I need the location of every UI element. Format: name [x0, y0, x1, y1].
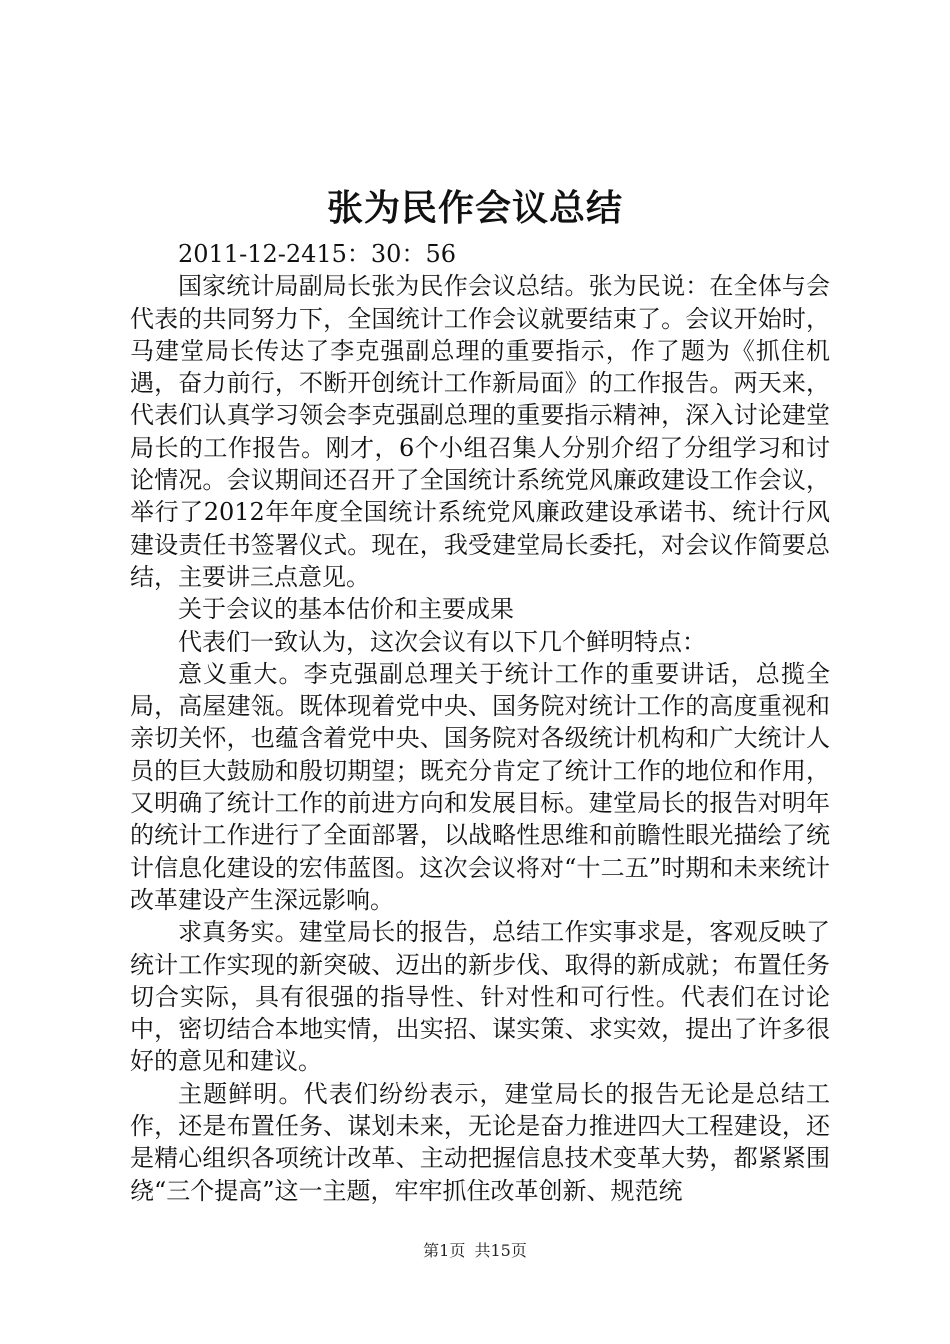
page-total: 共15页	[474, 1241, 527, 1260]
section-heading: 关于会议的基本估价和主要成果	[178, 595, 514, 624]
document-title: 张为民作会议总结	[326, 187, 623, 229]
paragraph-intro: 国家统计局副局长张为民作会议总结。张为民说：在全体与会代表的共同努力下，全国统计工作会议就要结束了。会议开始时，马建堂局长传达了李克强副总理的重要指示，作了题为《抓住机遇，奋力前行，不断开创统计工作新局面》的工作报告。两天来，代表们认真学习领会李克强副总理的重要指示精神，深入讨论建堂局长的工作报告。刚才，6个小组召集人分别介绍了分组学习和讨论情况。会议期间还召开了全国统计系统党风廉政建设工作会议，举行了2012年年度全国统计系统党风廉政建设承诺书、统计行风建设责任书签署仪式。现在，我受建堂局长委托，对会议作简要总结，主要讲三点意见。	[130, 272, 830, 591]
paragraph-significance: 意义重大。李克强副总理关于统计工作的重要讲话，总揽全局，高屋建瓴。既体现着党中央、国务院对统计工作的高度重视和亲切关怀，也蕴含着党中央、国务院对各级统计机构和广大统计人员的巨大鼓励和殷切期望；既充分肯定了统计工作的地位和作用，又明确了统计工作的前进方向和发展目标。建堂局长的报告对明年的统计工作进行了全面部署，以战略性思维和前瞻性眼光描绘了统计信息化建设的宏伟蓝图。这次会议将对“十二五”时期和未来统计改革建设产生深远影响。	[130, 659, 830, 914]
paragraph-features-intro: 代表们一致认为，这次会议有以下几个鲜明特点：	[178, 627, 706, 656]
paragraph-theme: 主题鲜明。代表们纷纷表示，建堂局长的报告无论是总结工作，还是布置任务、谋划未来，无论是奋力推进四大工程建设，还是精心组织各项统计改革、主动把握信息技术变革大势，都紧紧围绕“三个提高”这一主题，牢牢抓住改革创新、规范统	[130, 1079, 830, 1205]
document-body	[130, 238, 830, 1207]
page-footer	[0, 1240, 950, 1262]
date-line: 2011-12-2415：30：56	[178, 240, 456, 268]
page-number: 第1页	[423, 1241, 466, 1260]
paragraph-pragmatism: 求真务实。建堂局长的报告，总结工作实事求是，客观反映了统计工作实现的新突破、迈出的新步伐、取得的新成就；布置任务切合实际，具有很强的指导性、针对性和可行性。代表们在讨论中，密切结合本地实情，出实招、谋实策、求实效，提出了许多很好的意见和建议。	[130, 918, 830, 1076]
